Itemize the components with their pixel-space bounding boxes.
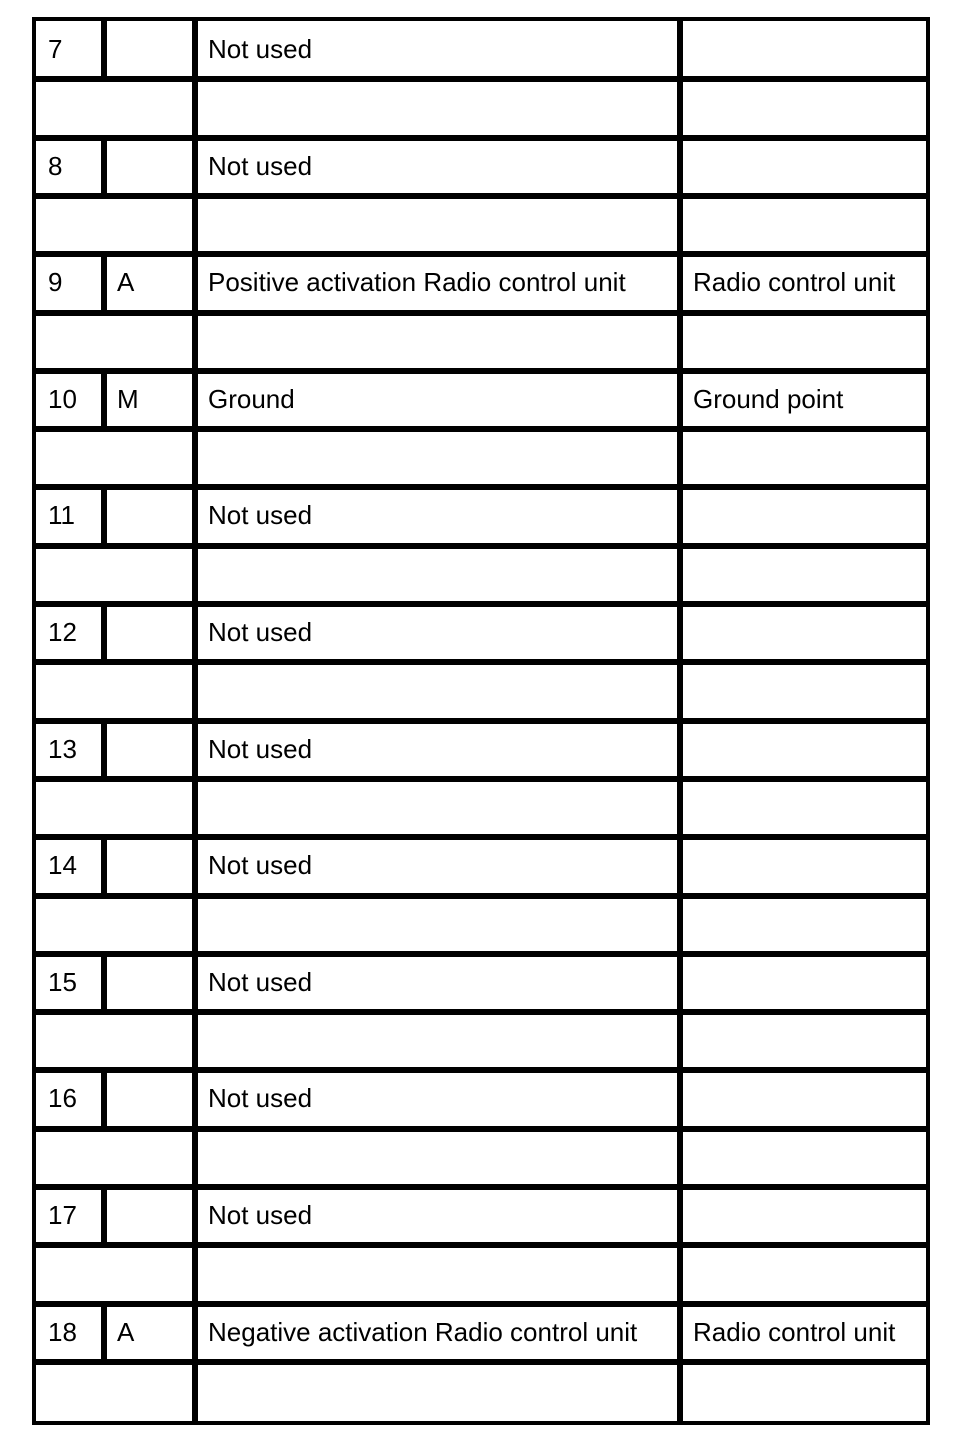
row-divider [36, 1184, 926, 1190]
pin-assignment-table [32, 17, 930, 1425]
pin-code: M [117, 383, 139, 414]
row-divider [36, 1067, 926, 1073]
row-divider [36, 484, 926, 490]
pin-code: A [117, 1316, 135, 1347]
row-divider [36, 659, 926, 665]
pin-description: Positive activation Radio control unit [208, 267, 626, 298]
pin-description: Negative activation Radio control unit [208, 1316, 638, 1347]
pin-number: 17 [48, 1200, 77, 1230]
pin-number: 13 [48, 733, 77, 764]
column-divider-pin [101, 1304, 107, 1362]
pin-description: Not used [208, 34, 313, 64]
row-divider [36, 951, 926, 957]
column-divider-pin [101, 721, 107, 779]
pin-number: 10 [48, 383, 77, 414]
row-divider [36, 893, 926, 899]
pin-description: Not used [208, 500, 313, 531]
pin-connection: Radio control unit [693, 1316, 896, 1347]
column-divider-pin [101, 487, 107, 545]
column-divider-pin [101, 604, 107, 662]
row-divider [36, 135, 926, 141]
column-divider-pin [101, 954, 107, 1012]
pin-number: 7 [48, 34, 63, 64]
pin-connection: Ground point [693, 383, 844, 414]
pin-description: Not used [208, 617, 313, 647]
column-divider-pin [101, 1187, 107, 1245]
pin-code: A [117, 267, 135, 298]
pin-number: 8 [48, 150, 63, 181]
column-divider-pin [101, 138, 107, 196]
pin-description: Not used [208, 1083, 313, 1114]
row-divider [36, 834, 926, 840]
row-divider [36, 193, 926, 199]
column-divider-pin [101, 837, 107, 895]
pin-description: Not used [208, 966, 313, 997]
row-divider [36, 776, 926, 782]
pin-number: 9 [48, 267, 63, 298]
row-divider [36, 1301, 926, 1307]
row-divider [36, 251, 926, 257]
row-divider [36, 310, 926, 316]
pin-connection: Radio control unit [693, 267, 896, 298]
row-divider [36, 426, 926, 432]
column-divider-pin [101, 1070, 107, 1128]
pin-description: Not used [208, 150, 313, 181]
pin-number: 12 [48, 617, 77, 647]
row-divider [36, 76, 926, 82]
pin-number: 18 [48, 1316, 77, 1347]
pin-number: 15 [48, 966, 77, 997]
row-divider [36, 1009, 926, 1015]
pin-number: 16 [48, 1083, 77, 1114]
pin-description: Not used [208, 1200, 313, 1230]
column-divider-pin [101, 21, 107, 79]
row-divider [36, 601, 926, 607]
row-divider [36, 1126, 926, 1132]
pin-number: 11 [48, 500, 75, 531]
row-divider [36, 1359, 926, 1365]
column-divider-pin [101, 371, 107, 429]
row-divider [36, 718, 926, 724]
row-divider [36, 543, 926, 549]
column-divider-pin [101, 254, 107, 312]
pin-number: 14 [48, 850, 77, 881]
pin-description: Ground [208, 383, 295, 414]
row-divider [36, 368, 926, 374]
pin-description: Not used [208, 850, 313, 881]
pin-description: Not used [208, 733, 313, 764]
row-divider [36, 1242, 926, 1248]
